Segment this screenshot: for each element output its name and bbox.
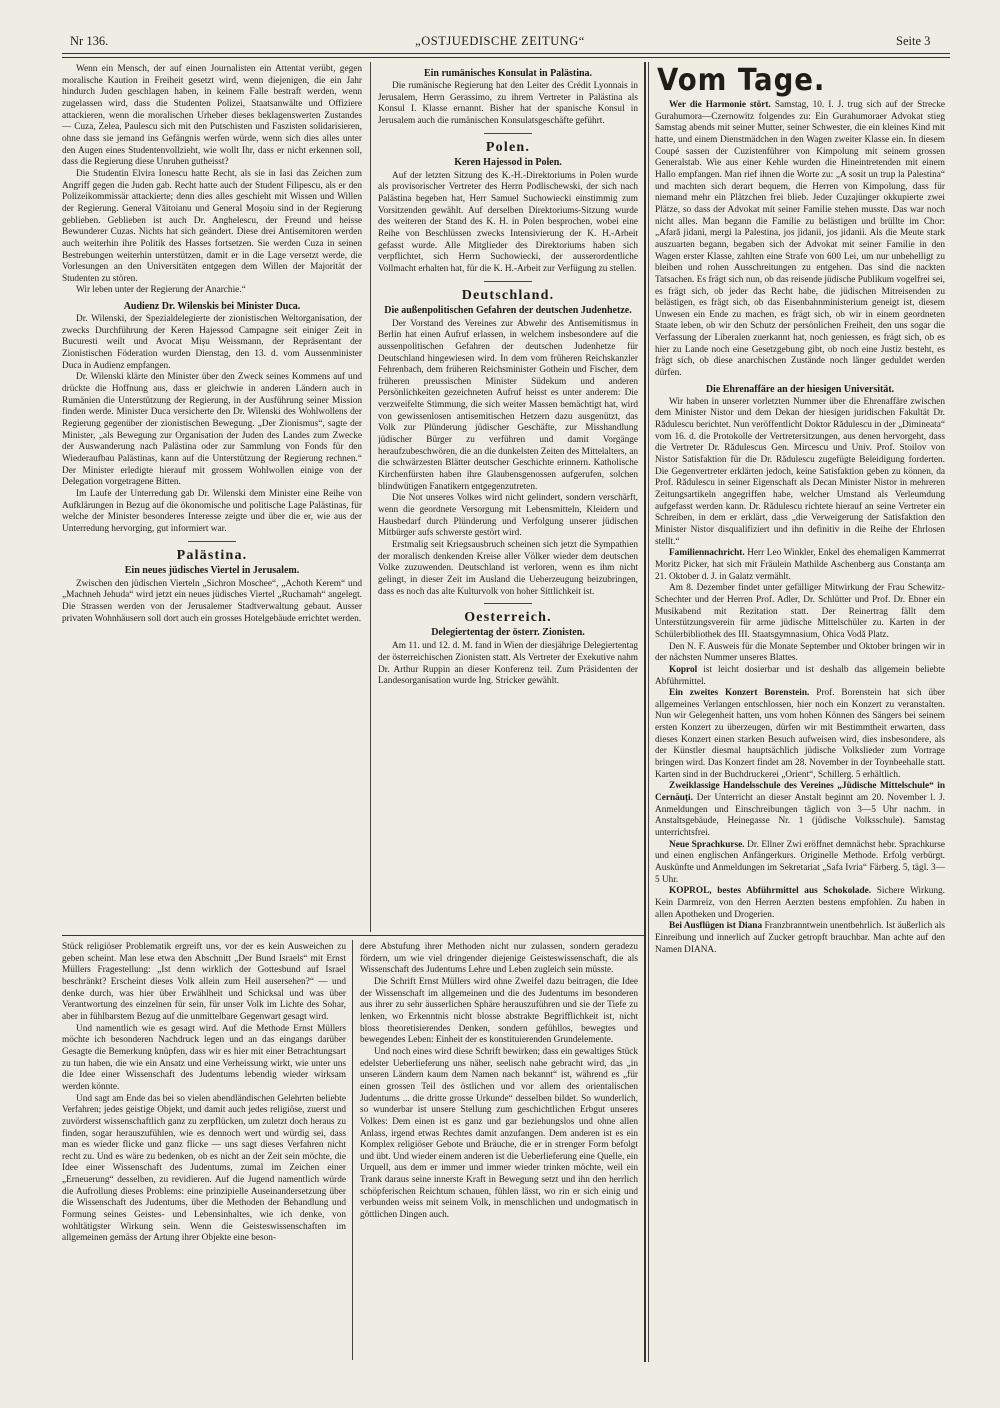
section-heading: Deutschland. [461, 287, 555, 303]
newspaper-title: „OSTJUEDISCHE ZEITUNG“ [415, 34, 585, 48]
column-3 [655, 66, 945, 1366]
article-subheading: Delegiertentag der österr. Zionisten. [431, 627, 585, 639]
paragraph [655, 781, 945, 839]
article-subheading: Die außenpolitischen Gefahren der deutschen Judenhetze. [384, 304, 632, 316]
column-divider-1 [370, 62, 371, 932]
paragraph: dere Abstufung ihrer Methoden nicht nur zulassen, sondern geradezu fördern, um wie viel dringender diejenige Geisteswissenschaft, die als Wissenschaft des Judentums Lehre und Leben zugleich sein müsste. [360, 942, 638, 976]
paragraph-text: Franzbranntwein unentbehrlich. Ist äußerlich als Einreibung und innerlich auf Zucker getropft brauchbar. Man achte auf den Namen DIANA. [655, 921, 945, 955]
section-heading: Polen. [485, 139, 531, 155]
paragraph: Und sagt am Ende das bei so vielen abendländischen Gelehrten beliebte Verfahren; jedes geistige Objekt, und damit auch jedes religiöse, zuerst und zuvörderst wissenschaftlich ganz zu zerpflücken, um zuletzt doch heraus zu finden, sogar herauszufühlen, wie es dennoch wert und würdig sei, dass man es wieder flicke und ganz flicke — uns sagt dieses Verfahren nicht recht zu. Und es wäre zu bedenken, ob es nicht an der Zeit sein möchte, die Idee einer Wissenschaft des Judentums, zumal im Zeichen einer „Erneuerung“ desselben, zu revidieren. Auf die Jugend namentlich würde die Aufrollung dieses Problems: eine prinzipielle Auseinandersetzung über die Wissenschaft des Judentums, über die Methoden der Behandlung und Formung seines Geistes- und Lebensinhaltes, wie ich denke, von wohltätigster Wirkung sein. Wenn die Geisteswissenschaften im allgemeinen gemäss der Artung ihrer Objekte eine beson- [62, 1093, 346, 1244]
paragraph-lead: Bei Ausflügen ist Diana [669, 921, 763, 932]
paragraph-text: Sichere Wirkung. Kein Darmreiz, von den Herren Aerzten bestens empfohlen. Zu haben in allen Apotheken und Drogerien. [655, 886, 945, 920]
section-separator [484, 133, 532, 134]
paragraph: Die Schrift Ernst Müllers wird ohne Zweifel dazu beitragen, die Idee der Wissenschaft im allgemeinen und die des Judentums im besonderen aus ihrer zu sehr äusserlichen Sphäre herauszuführen und sie der Tiefe zu lenken, wo Erkenntnis nicht blosse abstrakte Begrifflichkeit ist, nicht bloss theoretisierendes Denken, sondern gefühllos, bewegtes und bewegendes Leben: Einheit der es konstituierenden Grundelemente. [360, 976, 638, 1046]
paragraph [655, 665, 945, 688]
article-heading: Die Ehrenaffäre an der hiesigen Universität. [705, 383, 895, 395]
paragraph-text: Samstag, 10. I. J. trug sich auf der Strecke Gurahumora—Czernowitz folgendes zu: Ein Gurahumoraer Advokat stieg Samstag abends mit seiner Mutter, seiner Schwester, die ein kleines Kind mit hatte, und einem Dienstmädchen in den Wagen zweiter Klasse ein. In diesem Coupé sassen der Cuzistenführer von Kimpolung mit seinem grossen Generalstab. Wie aus einer Kehle wurden die Hineintretenden mit einem Hallo empfangen. Man rief ihnen die Worte zu: „A sosit un trup la Palestina“ und machten sich derart bequem, die Herren von Kimpolung, dass für niemand mehr ein Plätzchen frei blieb. Jeder Cuzajünger okkupierte zwei Plätze, so dass der Advokat mit seiner Familie stehen musste. Das war noch nicht alles. Man begann die Familie zu belästigen und brüllte im Chor: „Afară jidani, mergi la Palestina, jos jidanii, jos jidanii. Als die Meute stark auszuarten begann, begaben sich der Advokat mit seiner Familie in den Wagen erster Klasse, zahlten eine Strafe von 600 Lei, um nur unbehelligt zu bleiben und rohen Ausschreitungen zu entgehen. Das sind die nackten Tatsachen. Es frägt sich nun, ob das reisende jüdische Publikum vogelfrei sei, es frägt sich, ob jeder das Recht habe, die jüdischen Mitreisenden zu belästigen, es frägt sich, ob das Eisenbahnministerium geneigt ist, diesem Unwesen ein Ende zu machen, es frägt sich, ob wir in einem geordneten Staate leben, ob wir den Schutz der persönlichen Freiheit, den uns sogar die Verfassung der Liberalen zuerkannt hat, noch geniessen, es frägt sich, ob es hier zu Lande noch eine Gesetzgebung gibt, ob noch eine Justiz besteht, es frägt sich, ob diese anarchischen Zustände noch länger geduldet werden dürfen. [655, 100, 945, 379]
article-heading: Audienz Dr. Wilenskis bei Minister Duca. [123, 301, 301, 313]
paragraph-lead: Familiennachricht. [669, 548, 745, 559]
section-separator [484, 603, 532, 604]
paragraph [655, 886, 945, 921]
essay-column-middle [360, 942, 638, 1362]
article-heading: Ein rumänisches Konsulat in Palästina. [423, 68, 593, 79]
paragraph: Und namentlich wie es gesagt wird. Auf die Methode Ernst Müllers möchte ich besonderen Nachdruck legen und an das eingangs darüber Gesagte die Bemerkung knüpfen, dass wir es hier mit einer Betrachtungsart zu tun haben, die wie ein Ansatz und eine Verheissung wirkt, wie unter uns die Idee einer Wissenschaft des Judentums lebendig wieder wirksam werden könnte. [62, 1023, 346, 1092]
paragraph: Den N. F. Ausweis für die Monate September und Oktober bringen wir in der nächsten Nummer unseres Blattes. [655, 641, 945, 664]
paragraph-lead: Wer die Harmonie stört. [669, 100, 771, 110]
paragraph: Und noch eines wird diese Schrift bewirken; dass ein gewaltiges Stück edelster Ueberlieferung uns näher, seelisch nahe gebracht wird, das „in unseren Ländern kaum dem Namen nach bekannt“ ist, während es „für einen grossen Teil des östlichen und vor allem des orientalischen Judentums ... die dritte grosse Urkunde“ desselben bildet. So wunderlich, so wunderbar ist unsere Stellung zum geschichtlichen Erbgut unseres Volkes: Dem einen ist es ganz und gar beziehungslos und ohne allen Anlass, irgend etwas Rechtes damit anzufangen. Dem anderen ist es ein Komplex religiöser Gebote und Bräuche, die er in strenger Form befolgt und übt. Und wieder einem anderen ist die Ueberlieferung eine Quelle, ein Urquell, aus dem er immer und immer wieder trinken möchte, weil ein Trank daraus seine innerste Kraft in Bewegung setzt und ihn den herrlich schöpferischen Reichtum schauen, fühlen lässt, wo rin er sich einig und verbunden weiss mit seinem Volk, in menschlichen und undogmatisch in göttlichen Dingen auch. [360, 1046, 638, 1221]
paragraph: Zwischen den jüdischen Vierteln „Sichron Moschee“, „Achoth Kerem“ und „Machneh Jehuda“ wird jetzt ein neues jüdisches Viertel „Ruchamah“ angelegt. Die Strassen werden von der Jerusalemer Stadtverwaltung gebaut. Ausser privaten Wohnhäusern soll dort auch ein grosses Hotelgebäude errichtet werden. [62, 578, 362, 624]
paragraph: Die Studentin Elvira Ionescu hatte Recht, als sie in Iasi das Zeichen zum Angriff gegen die Juden gab. Recht hatte auch der Student Filipescu, als er den Polizeikommissär attackierte; denn dies alles geschieht mit Wissen und Willen der Regierung. General Văitoianu und General Moșoiu sind in der Regierung geblieben. Geblieben ist auch Dr. Anghelescu, der Freund und heisse Bewunderer Cuzas. Nichts hat sich geändert. Diese drei Antisemitoren werden auch weiterhin ihre Politik des Hasses fortsetzen. Sie werden Cuza in seinen Bestrebungen weiterhin unterstützen, damit er in die Lage versetzt werde, die Vorlesungen an den Universitäten entgegen dem Willen der Majorität der Studenten zu stören. [62, 168, 362, 284]
paragraph: Dr. Wilenski, der Spezialdelegierte der zionistischen Weltorganisation, der zwecks Durchführung der Keren Hajessod Campagne seit einiger Zeit in Bucuresti weilt und Avocat Mișu Weissmann, der Repräsentant der Zionistischen Föderation wurden Dienstag, den 13. d. vom Aussenminister Duca in Audienz empfangen. [62, 314, 362, 371]
paragraph: Am 8. Dezember findet unter gefälliger Mitwirkung der Frau Schewitz-Schechter und der Herren Prof. Adler, Dr. Schlütter und Prof. Dr. Ebner ein Musikabend mit Rezitation statt. Der Reinertrag fällt dem Unterstützungsverein für arme jüdische Mittelschüler zu. Karten in der Schülerbibliothek des III. Staatsgymnasium, Ohica Vodă Platz. [655, 583, 945, 640]
paragraph-text: ist leicht dosierbar und ist deshalb das allgemein beliebte Abführmittel. [655, 664, 945, 687]
paragraph: Im Laufe der Unterredung gab Dr. Wilenski dem Minister eine Reihe von Aufklärungen in Bezug auf die ökonomische und politische Lage Palästinas, für welche der Minister besonderes Interesse zeigte und über die er, wie aus der Unterredung hervorging, gut informiert war. [62, 488, 362, 534]
column-divider-3 [352, 940, 353, 1360]
paragraph-lead: Neue Sprachkurse. [669, 839, 745, 850]
paragraph [655, 840, 945, 887]
paragraph: Dr. Wilenski klärte den Minister über den Zweck seines Kommens auf und drückte die Hoffnung aus, dass er gleichwie in anderen Ländern auch in Rumänien die Unterstützung der Regierung, in der Ausführung seiner Mission finden werde. Minister Duca versicherte den Dr. Wilenski des Wohlwollens der Regierung gegenüber der zionistischen Bewegung. „Der Zionismus“, sagte der Minister, „als Bewegung zur Organisation der Juden des Landes zum Zwecke der Auswanderung nach Palästina oder zur Sammlung von Fonds für den Wiederaufbau Palästinas, kann auf die Unterstützung der Regierung rechnen.“ Der Minister erledigte hierauf mit grossem Wohlwollen einige von der Delegation vorgetragene Bitten. [62, 372, 362, 488]
section-masthead-vom-tage: Vom Tage. [657, 66, 826, 98]
paragraph-lead: Zweiklassige Handelsschule des Vereines „Jüdische Mittelschule“ in Cernăuți. [655, 781, 945, 804]
essay-column-left [62, 942, 346, 1362]
column-divider-2b [648, 62, 649, 1362]
section-rule [62, 935, 644, 936]
paragraph: Stück religiöser Problematik ergreift uns, vor der es kein Ausweichen zu geben scheint. Man lese etwa den Abschnitt „Der Bund Israels“ mit Ernst Müllers Fragestellung: „Ist denn wirklich der Gottesbund auf Israel beschränkt? Erscheint dieses Volk allein zum Heil ausersehen?“ — und denke durch, was hier über Erwählheit und Schicksal und was über Verantwortung des einzelnen für sein, für unser Volk im Lichte des Sohar, aber in fühlbarstem Bezug auf die unmittelbare Gegenwart gesagt wird. [62, 942, 346, 1022]
paragraph-text: Prof. Borenstein hat sich über allgemeines Verlangen entschlossen, hier noch ein Konzert zu veranstalten. Nun wir Gelegenheit hatten, uns vom hohen Können des Sängers bei seinem ersten Konzert zu überzeugen, dürfen wir mit Bestimmtheit erwarten, dass dieses Konzert einen starken Besuch aufweisen wird, dies insbesondere, als der Künstler diesmal hauptsächlich jüdische Volkslieder zum Vortrage bringen wird. Das Konzert findet am 28. November in der Toynbeehalle statt. Karten sind in der Buchdruckerei „Orient“, Schillerg. 5 erhältlich. [655, 688, 945, 780]
column-divider-2 [644, 62, 646, 1362]
paragraph [655, 100, 945, 380]
header-rule-2 [62, 57, 950, 58]
paragraph [655, 921, 945, 956]
header-rule [62, 53, 950, 54]
section-heading: Palästina. [176, 547, 248, 563]
article-subheading: Ein neues jüdisches Viertel in Jerusalem. [124, 564, 300, 576]
paragraph: Am 11. und 12. d. M. fand in Wien der diesjährige Delegiertentag der österreichischen Zionisten statt. Als Vertreter der Exekutive nahm Dr. Arthur Ruppin an dieser Konferenz teil. Zum Präsidenten der Landesorganisation wurde Ing. Stricker gewählt. [378, 641, 638, 687]
paragraph: Auf der letzten Sitzung des K.-H.-Direktoriums in Polen wurde als provisorischer Vertreter des Herrn Podlischewski, der sich nach Palästina begeben hat, Herr Samuel Suchowiecki einstimmig zum Vorsitzenden gewählt. Auf derselben Direktoriums-Sitzung wurde des weiteren der Stand des K. H. in Polen besprochen, wobei eine Reihe von Beschlüssen zwecks Intensivierung der K. H.-Arbeit gefasst wurde. Alle Mitglieder des Direktoriums haben sich verpflichtet, sich Herrn Suchowiecki, der ausserordentliche Vollmacht erhalten hat, für die K. H.-Arbeit zur Verfügung zu stellen. [378, 170, 638, 274]
paragraph-lead: Ein zweites Konzert Borenstein. [669, 688, 810, 699]
section-heading: Oesterreich. [464, 610, 552, 626]
section-separator [484, 281, 532, 282]
paragraph: Wir leben unter der Regierung der Anarchie.“ [76, 285, 246, 296]
paragraph: Wir haben in unserer vorletzten Nummer über die Ehrenaffäre zwischen dem Minister Nistor und dem Dekan der hiesigen juridischen Fakultät Dr. Rădulescu berichtet. Nun veröffentlicht Doktor Rădulescu in der „Dimineata“ vom 16. d. die Protokolle der Vertretersitzungen, aus denen hervorgeht, dass die Vertreter Dr. Rădulescus Gen. Mircescu und Univ. Prof. Stoilov von Nistor Satisfaktion für die Dr. Rădulescu zugefügte Beleidigung forderten. Die Gegenvertreter erklärten jedoch, keine Satisfaktion geben zu können, da Prof. Rădulescu in seiner Eigenschaft als Decan Minister Nistor in mehreren Zeitungsartikeln angegriffen habe, welcher Umstand als Verleumdung aufgefasst werden kann. Dr. Rădulescu richtete hierauf an seine Vertreter ein Schreiben, in dem er erklärt, dass „die Verweigerung der Satisfaktion den Minister Nistor disqualifiziert und ihn definitiv in die Reihe der Ehrlosen stellt.“ [655, 396, 945, 547]
paragraph-lead: KOPROL, bestes Abführmittel aus Schokolade. [669, 886, 872, 897]
paragraph [655, 548, 945, 583]
paragraph-lead: Koprol [669, 664, 698, 675]
paragraph: Die rumänische Regierung hat den Leiter des Crédit Lyonnais in Jerusalem, Herrn Gerassimo, zu ihrem Vertreter in Palästina als Konsul I. Klasse ernannt. Bisher hat der spanische Konsul in Jerusalem auch die rumänischen Konsulatsgeschäfte geführt. [378, 81, 638, 126]
page-number: Seite 3 [896, 34, 931, 48]
paragraph: Der Vorstand des Vereines zur Abwehr des Antisemitismus in Berlin hat einen Aufruf erlassen, in welchem insbesondere auf die aussenpolitischen Gefahren der deutschen Judenhetze für Deutschland hingewiesen wird. In dem vom früheren Reichskanzler Fehrenbach, dem früheren Reichsminister Gothein und Fischer, dem früheren preussischen Minister Südekum und anderen Persönlichkeiten gezeichneten Aufruf heisst es unter anderem: Die verzweifelte Stimmung, die sich weiter Massen bemächtigt hat, wird von gewissenlosen antisemitischen Hetzern dazu ausgenützt, das Volk zur Plünderung jüdischer Geschäfte, zur Misshandlung jüdischer Bürger zu verführen und damit Vorgänge heraufzubeschwören, die an die dunkelsten Zeiten des Mittelalters, an die schwärzesten Blätter deutscher Geschichte erinnern. Katholische Kirchenfürsten haben ihre Glaubensgenossen aufgerufen, solchen blindwütigen Fanatikern entgegenzutreten. [378, 318, 638, 492]
paragraph: Die Not unseres Volkes wird nicht gelindert, sondern verschärft, wenn die geordnete Versorgung mit Lebensmitteln, Kleidern und Hausbedarf durch Plünderung und Verfolgung unserer jüdischen Mitbürger aufs schwerste gestört wird. [378, 493, 638, 539]
paragraph: Erstmalig seit Kriegsausbruch scheinen sich jetzt die Sympathien der moralisch denkenden Kreise aller Völker wieder dem deutschen Volke zuzuwenden. Deutschland ist verloren, wenn es ihm nicht gelingt, in dieser Zeit im Ausland die Ueberzeugung beizubringen, dass es noch das alte Kulturvolk von hoher Sittlichkeit ist. [378, 540, 638, 597]
paragraph-text: Herr Leo Winkler, Enkel des ehemaligen Kammerrat Moritz Picker, hat sich mit Fräulein Mathilde Aschenberg aus Constanța am 21. Oktober d. J. in Galatz vermählt. [655, 548, 945, 582]
article-subheading: Keren Hajessod in Polen. [454, 156, 562, 168]
issue-number: Nr 136. [70, 34, 109, 48]
paragraph [655, 688, 945, 781]
paragraph: Wenn ein Mensch, der auf einen Journalisten ein Attentat verübt, gegen moralische Kaution in Freiheit gesetzt wird, wenn diejenigen, die ein Jahr hindurch Juden geschlagen haben, in keinem Falle bestraft werden, wenn zugelassen wird, dass die Studenten Polizei, Staatsanwälte und Offiziere attackieren, wenn die moralischen Urheber dieses beklagenswerten Zustandes — Cuza, Zelea, Paulescu sich mit den Putschisten und Faszisten solidarisieren, ohne dass sie jemand ins Gefängnis werfen würde, wenn sich dies alles unter den Augen eines Studentenvollzieht, wie wollt Ihr, dass er nicht erkennen soll, dass die Regierung diese Unruhen gutheisst? [62, 64, 362, 168]
column-1 [62, 64, 362, 932]
paragraph-text: Der Unterricht an dieser Anstalt beginnt am 20. November l. J. Anmeldungen und Einschreibungen täglich von 3—5 Uhr nachm. in Anstaltsgebäude, Heinegasse Nr. 1 (jüdische Volksschule). Samstag unterrichtsfrei. [655, 793, 945, 839]
section-separator [188, 541, 236, 542]
paragraph-text: Dr. Ellner Zwi eröffnet demnächst hebr. Sprachkurse und einen englischen Anfängerkurs. Originelle Methode. Erfolg verbürgt. Auskünfte und Anmeldungen im Sekretariat „Safa Ivria“ Färberg. 5, tägl. 3—5 Uhr. [655, 839, 945, 885]
column-2 [378, 64, 638, 932]
